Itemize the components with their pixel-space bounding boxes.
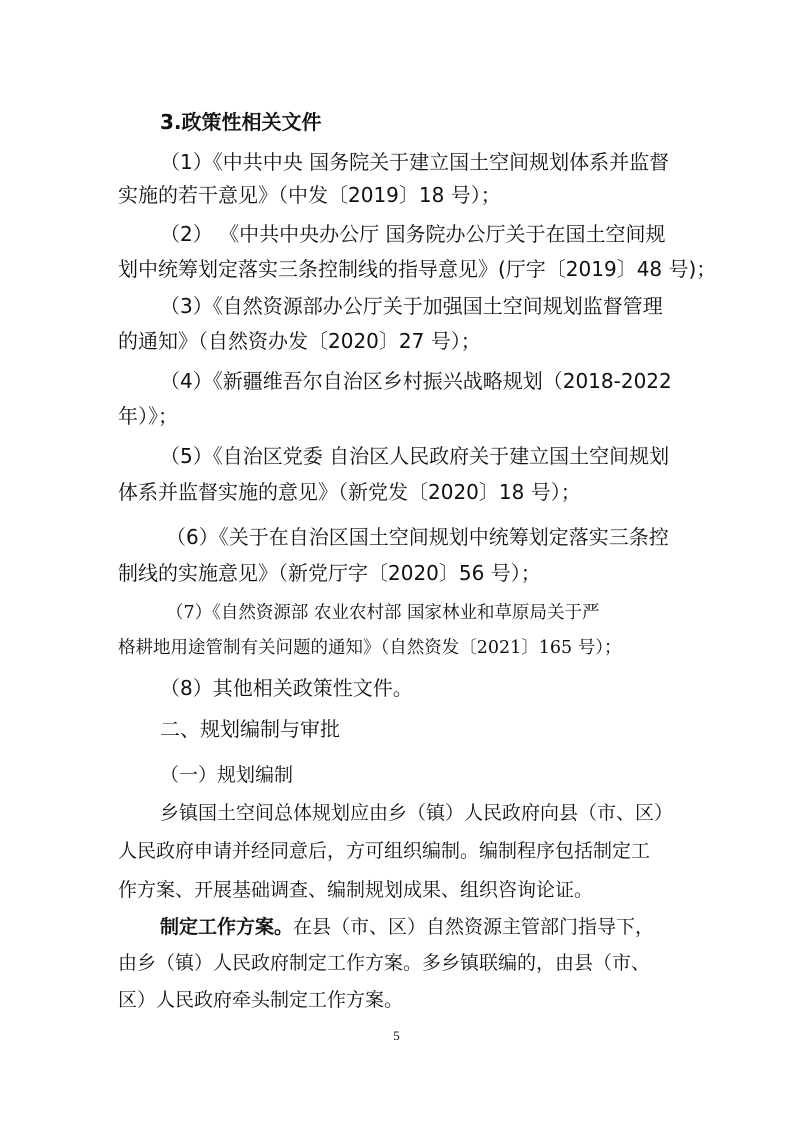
policy-item-6-line-2: 制线的实施意见》（新党厅字〔2020〕56 号）； [118,561,541,585]
policy-item-1-line-2: 实施的若干意见》（中发〔2019〕18 号）； [118,183,501,207]
paragraph-1-line-1: 乡镇国土空间总体规划应由乡（镇）人民政府向县（市、区） [160,802,674,824]
policy-item-4-line-1: （4）《新疆维吾尔自治区乡村振兴战略规划（2018-2022 [160,369,672,393]
policy-item-4-line-2: 年）》； [118,404,178,428]
policy-item-3-line-2: 的通知》（自然资办发〔2020〕27 号）； [118,329,481,353]
paragraph-2-line-2: 由乡（镇）人民政府制定工作方案。多乡镇联编的，由县（市、 [118,952,651,974]
policy-item-5-line-1: （5）《自治区党委 自治区人民政府关于建立国土空间规划 [160,444,670,468]
policy-item-7-line-1: （7）《自然资源部 农业农村部 国家林业和草原局关于严 [166,603,600,623]
sub-heading: （一）规划编制 [160,764,294,786]
page-number: 5 [393,1028,400,1043]
policy-item-7-line-2: 格耕地用途管制有关问题的通知》（自然资发〔2021〕165 号）； [118,638,622,658]
paragraph-2-line-3: 区）人民政府牵头制定工作方案。 [118,989,404,1011]
paragraph-2-lead: 制定工作方案。 [160,916,294,938]
policy-item-1-line-1: （1）《中共中央 国务院关于建立国土空间规划体系并监督 [160,150,670,174]
paragraph-2-line-1-rest: 在县（市、区）自然资源主管部门指导下， [293,916,655,938]
policy-item-2-line-2: 划中统筹划定落实三条控制线的指导意见》(厅字〔2019〕48 号)； [118,257,717,281]
policy-item-5-line-2: 体系并监督实施的意见》（新党发〔2020〕18 号）； [118,480,581,504]
policy-item-3-line-1: （3）《自然资源部办公厅关于加强国土空间规划监督管理 [160,294,663,318]
paragraph-1-line-3: 作方案、开展基础调查、编制规划成果、组织咨询论证。 [118,879,594,901]
paragraph-1-line-2: 人民政府申请并经同意后，方可组织编制。编制程序包括制定工 [118,840,651,862]
section-heading: 3.政策性相关文件 [160,110,322,134]
policy-item-8: （8）其他相关政策性文件。 [160,676,413,700]
paragraph-2-line-1 [160,914,654,940]
chapter-heading: 二、规划编制与审批 [160,717,340,741]
policy-item-2-line-1: （2） 《中共中央办公厅 国务院办公厅关于在国土空间规 [160,222,666,246]
policy-item-6-line-1: （6）《关于在自治区国土空间规划中统筹划定落实三条控 [166,525,669,549]
